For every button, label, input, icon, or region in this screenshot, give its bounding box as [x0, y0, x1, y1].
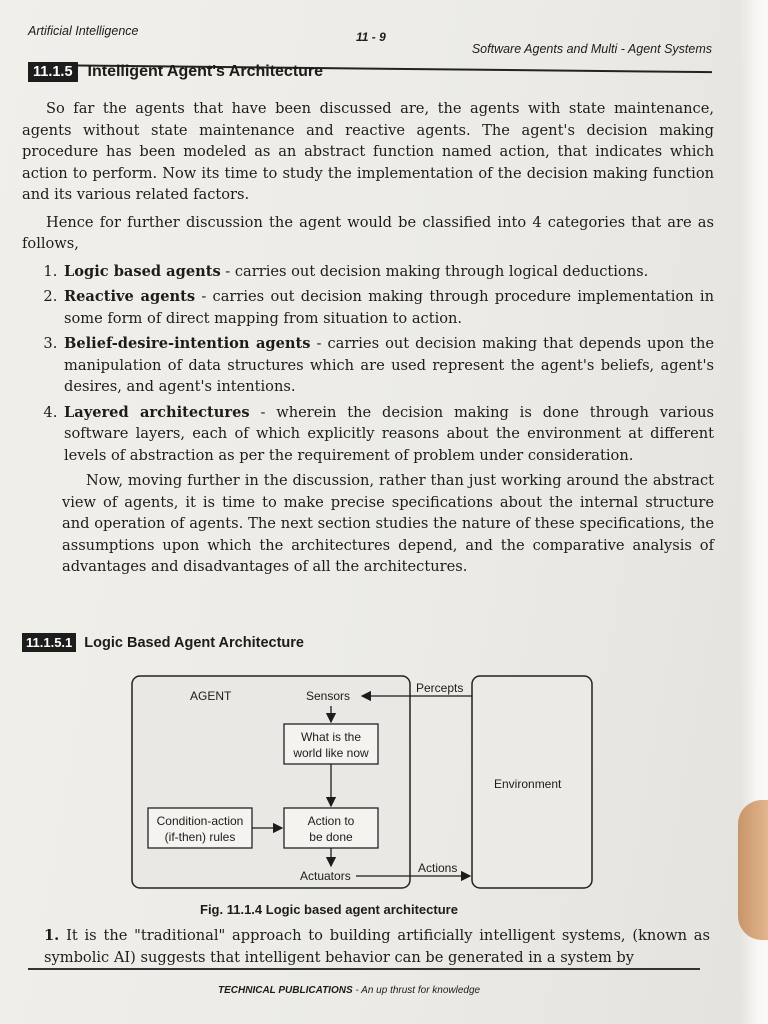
point-text: It is the "traditional" approach to building artificially intelligent systems, (known as symbolic AI) suggests that intelligent behavior can be generated in a system by — [44, 927, 710, 966]
category-term: Layered architectures — [64, 403, 250, 421]
category-desc: - carries out decision making through logical deductions. — [220, 262, 649, 280]
rules-label-line1: Condition-action — [156, 814, 244, 828]
agent-label: AGENT — [190, 689, 232, 703]
section-number: 11.1.5 — [28, 62, 78, 82]
actuators-label: Actuators — [300, 869, 351, 883]
action-label-line1: Action to — [307, 814, 355, 828]
numbered-point — [44, 925, 710, 969]
footer-publisher: TECHNICAL PUBLICATIONS — [218, 985, 353, 996]
list-item — [62, 402, 714, 467]
footer-rule — [28, 968, 700, 970]
list-item — [62, 261, 714, 283]
action-label-line2: be done — [309, 830, 353, 844]
header-chapter-title: Software Agents and Multi - Agent Systems — [471, 42, 712, 56]
category-list — [22, 261, 714, 467]
agent-architecture-diagram — [120, 668, 600, 896]
body-text — [22, 98, 714, 578]
list-item — [62, 286, 714, 329]
agent-box — [132, 676, 410, 888]
paragraph-specifications: Now, moving further in the discussion, rather than just working around the abstract view of agents, it is time to make precise specifications about the internal structure and operation of agents. The next section studies the nature of these specifications, the assumptions upon which the architectures depend, and the comparative analysis of advantages and disadvantages of all the architectures. — [62, 472, 714, 575]
category-desc: - carries out decision making that depends upon the manipulation of data structures which are used represent the agent's beliefs, agent's desires, and agent's intentions. — [64, 335, 714, 395]
world-label-line1: What is the — [300, 730, 362, 744]
header-page-number: 11 - 9 — [356, 30, 386, 44]
point-number: 1. — [44, 927, 60, 944]
subsection-title: Logic Based Agent Architecture — [84, 634, 304, 651]
figure-caption: Fig. 11.1.4 Logic based agent architecture — [200, 902, 458, 917]
percepts-label: Percepts — [416, 681, 464, 695]
rules-label-line2: (if-then) rules — [164, 830, 236, 844]
category-term: Belief-desire-intention agents — [64, 335, 311, 352]
paragraph-classification: Hence for further discussion the agent would be classified into 4 categories that are as follows, — [22, 213, 714, 252]
category-desc: - carries out decision making through procedure implementation in some form of direct mapping from situation to action. — [64, 288, 714, 327]
world-label-line2: world like now — [293, 746, 369, 760]
section-heading — [28, 62, 323, 82]
category-term: Logic based agents — [64, 262, 221, 280]
footer-tagline: - An up thrust for knowledge — [352, 985, 481, 996]
environment-label: Environment — [494, 777, 562, 791]
list-item — [62, 333, 714, 398]
actions-label: Actions — [418, 861, 458, 875]
header-book-title: Artificial Intelligence — [28, 24, 139, 38]
page-footer — [218, 985, 480, 996]
category-desc: - wherein the decision making is done through various software layers, each of which explicitly reasons about the environment at different levels of abstraction as per the requirement of problem under consideration. — [64, 403, 714, 464]
thumb-image — [738, 800, 768, 940]
category-term: Reactive agents — [64, 288, 196, 305]
paragraph-intro: So far the agents that have been discussed are, the agents with state maintenance, agents without state maintenance and reactive agents. The agent's decision making procedure has been modeled as an abstract function named action, that indicates which action to perform. Now its time to study the implementation of the decision making function and its various related factors. — [22, 100, 714, 203]
subsection-heading — [22, 633, 304, 652]
sensors-label: Sensors — [306, 689, 351, 703]
section-title: Intelligent Agent's Architecture — [87, 63, 324, 80]
subsection-number: 11.1.5.1 — [22, 633, 76, 652]
